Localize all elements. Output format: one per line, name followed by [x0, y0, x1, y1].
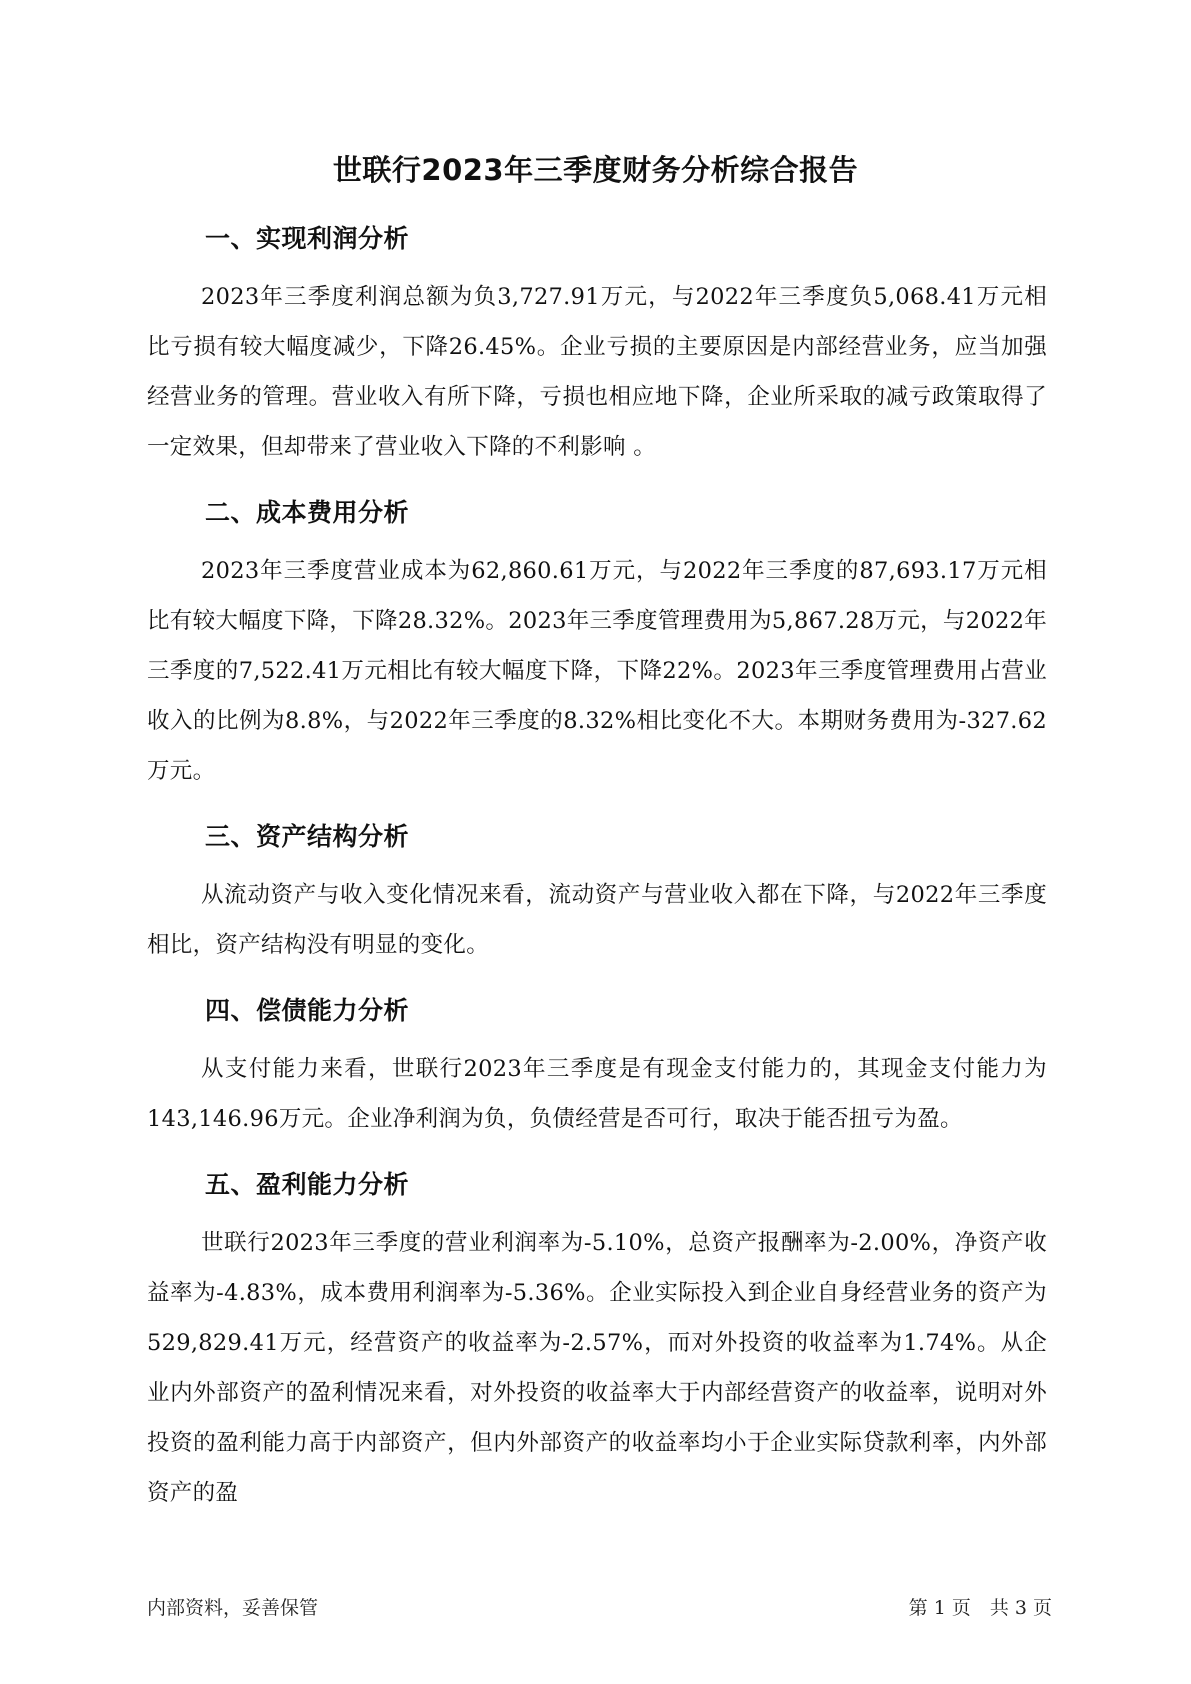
section-paragraph: 2023年三季度利润总额为负3,727.91万元，与2022年三季度负5,068.41万元相比亏损有较大幅度减少，下降26.45%。企业亏损的主要原因是内部经营业务，应当加强经营业务的管理。营业收入有所下降，亏损也相应地下降，企业所采取的减亏政策取得了一定效果，但却带来了营业收入下降的不利影响 。 [147, 284, 1047, 460]
section-paragraph: 从流动资产与收入变化情况来看，流动资产与营业收入都在下降，与2022年三季度相比，资产结构没有明显的变化。 [147, 882, 1047, 958]
section-heading: 五、盈利能力分析 [205, 1170, 410, 1199]
section-heading: 三、资产结构分析 [205, 822, 410, 851]
document-body [147, 218, 1047, 1538]
section-profit [147, 218, 1047, 472]
section-paragraph: 2023年三季度营业成本为62,860.61万元，与2022年三季度的87,693.17万元相比有较大幅度下降，下降28.32%。2023年三季度管理费用为5,867.28万元，与2022年三季度的7,522.41万元相比有较大幅度下降，下降22%。2023年三季度管理费用占营业收入的比例为8.8%，与2022年三季度的8.32%相比变化不大。本期财务费用为-327.62万元。 [147, 558, 1047, 784]
section-profitability [147, 1164, 1047, 1518]
section-paragraph: 从支付能力来看，世联行2023年三季度是有现金支付能力的，其现金支付能力为143,146.96万元。企业净利润为负，负债经营是否可行，取决于能否扭亏为盈。 [147, 1056, 1047, 1132]
section-solvency [147, 990, 1047, 1144]
section-cost [147, 492, 1047, 796]
confidential-note: 内部资料，妥善保管 [147, 1597, 319, 1619]
section-asset-structure [147, 816, 1047, 970]
document-title: 世联行2023年三季度财务分析综合报告 [332, 153, 859, 187]
page-number: 第 1 页 共 3 页 [908, 1597, 1052, 1619]
section-heading: 一、实现利润分析 [205, 224, 410, 253]
section-heading: 四、偿债能力分析 [205, 996, 410, 1025]
section-paragraph: 世联行2023年三季度的营业利润率为-5.10%，总资产报酬率为-2.00%，净资产收益率为-4.83%，成本费用利润率为-5.36%。企业实际投入到企业自身经营业务的资产为529,829.41万元，经营资产的收益率为-2.57%，而对外投资的收益率为1.74%。从企业内外部资产的盈利情况来看，对外投资的收益率大于内部经营资产的收益率，说明对外投资的盈利能力高于内部资产，但内外部资产的收益率均小于企业实际贷款利率，内外部资产的盈 [147, 1230, 1047, 1506]
section-heading: 二、成本费用分析 [205, 498, 410, 527]
